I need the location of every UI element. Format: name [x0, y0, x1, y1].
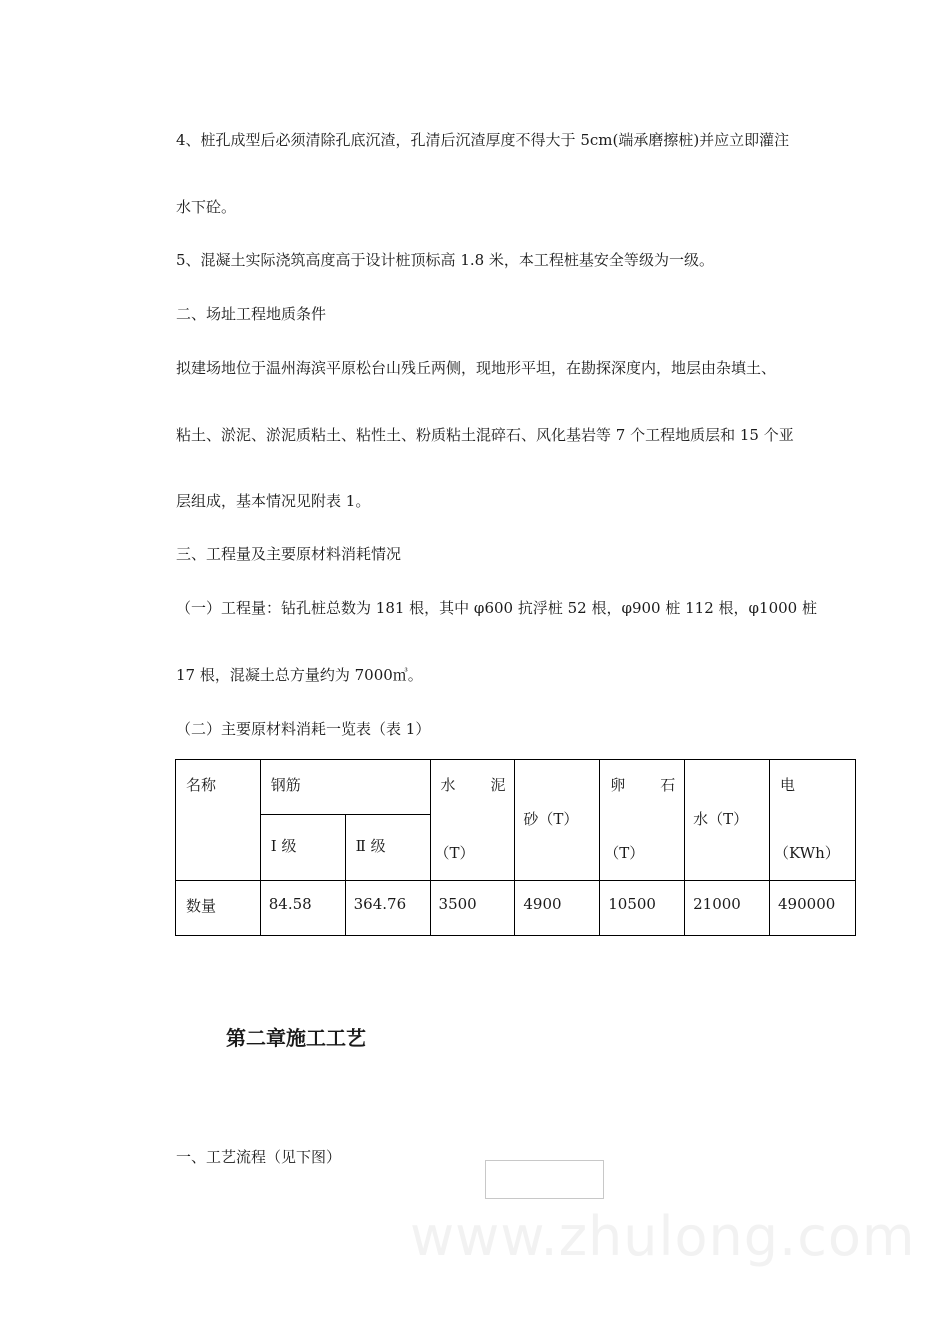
value-cement: 3500: [430, 881, 515, 936]
paragraph-5: 5、混凝土实际浇筑高度高于设计桩顶标高 1.8 米，本工程桩基安全等级为一级。: [176, 251, 714, 269]
geology-line3: 层组成，基本情况见附表 1。: [176, 492, 371, 510]
row-label-quantity: 数量: [176, 881, 261, 936]
value-rebar-grade2: 364.76: [345, 881, 430, 936]
watermark: www.zhulong.com: [410, 1205, 916, 1268]
value-stone: 10500: [600, 881, 685, 936]
chapter-title: 第二章施工工艺: [226, 1026, 366, 1050]
section-heading-quantities: 三、工程量及主要原材料消耗情况: [176, 545, 402, 563]
header-power: 电 （KWh）: [770, 760, 856, 881]
geology-line2: 粘土、淤泥、淤泥质粘土、粘性土、粉质粘土混碎石、风化基岩等 7 个工程地质层和 15 个亚: [176, 426, 794, 444]
quantities-line2: 17 根，混凝土总方量约为 7000㎥。: [176, 666, 423, 684]
quantities-line1: （一）工程量：钻孔桩总数为 181 根，其中 φ600 抗浮桩 52 根，φ900 桩 112 根，φ1000 桩: [176, 599, 817, 617]
value-power: 490000: [770, 881, 856, 936]
section-heading-geology: 二、场址工程地质条件: [176, 305, 327, 323]
header-rebar-grade2: Ⅱ 级: [345, 815, 430, 881]
materials-table: [175, 759, 856, 936]
header-water: 水（T）: [685, 760, 770, 881]
header-sand: 砂（T）: [515, 760, 600, 881]
geology-line1: 拟建场地位于温州海滨平原松台山残丘两侧，现地形平坦，在勘探深度内，地层由杂填土、: [176, 359, 777, 377]
section-heading-process-flow: 一、工艺流程（见下图）: [176, 1148, 342, 1166]
value-rebar-grade1: 84.58: [260, 881, 345, 936]
flowchart-box: [485, 1160, 604, 1199]
header-rebar-grade1: Ⅰ 级: [260, 815, 345, 881]
value-sand: 4900: [515, 881, 600, 936]
header-stone: 卵 石 （T）: [600, 760, 685, 881]
header-name: 名称: [176, 760, 261, 881]
header-rebar: 钢筋: [260, 760, 430, 815]
value-water: 21000: [685, 881, 770, 936]
table-caption: （二）主要原材料消耗一览表（表 1）: [176, 720, 431, 738]
paragraph-4-line1: 4、桩孔成型后必须清除孔底沉渣，孔清后沉渣厚度不得大于 5cm(端承磨擦桩)并应立即灌注: [176, 131, 790, 149]
header-cement: 水 泥 （T）: [430, 760, 515, 881]
paragraph-4-line2: 水下砼。: [176, 198, 237, 216]
